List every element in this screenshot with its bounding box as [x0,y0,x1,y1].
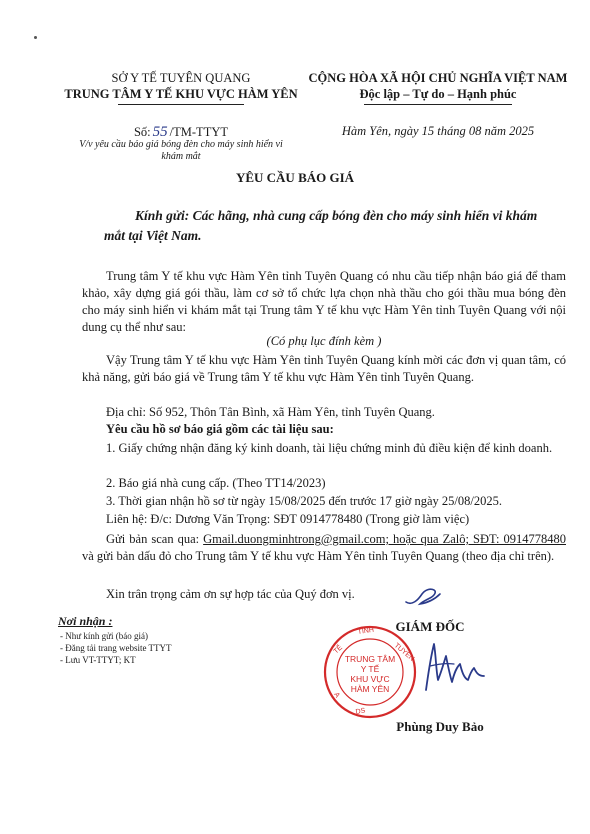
handwritten-signature [412,636,488,694]
thanks-line: Xin trân trọng cảm ơn sự hợp tác của Quý đơn vị. [106,587,355,601]
recipient-item-3: - Lưu VT-TTYT; KT [60,655,136,665]
department-name: SỞ Y TẾ TUYÊN QUANG [111,71,251,85]
svg-text:DS: DS [355,707,366,716]
header-right-divider [364,104,512,105]
svg-text:A: A [332,691,341,700]
subject-line-2: khám mắt [161,151,201,162]
requirement-item-1: 1. Giấy chứng nhận đăng ký kinh doanh, tài liệu chứng minh đủ điều kiện để kinh doanh. [106,441,553,455]
doc-number-handwritten: 55 [152,124,168,140]
doc-number-suffix: /TM-TTYT [169,125,228,139]
document-subject [58,139,304,163]
recipients-heading: Nơi nhận : [58,614,113,628]
national-title: CỘNG HÒA XÃ HỘI CHỦ NGHĨA VIỆT NAM [308,71,568,85]
svg-text:TUYÊN: TUYÊN [392,642,416,663]
submission-suffix: và gửi bản dấu đỏ cho Trung tâm Y tế khu vực Hàm Yên tỉnh Tuyên Quang (theo địa chỉ trên). [82,549,555,563]
recipient-item-1: - Như kính gửi (báo giá) [60,631,148,641]
submission-paragraph [82,531,566,565]
stamp-line-4: HÀM YÊN [350,684,390,694]
requirement-item-3: 3. Thời gian nhận hồ sơ từ ngày 15/08/2025 đến trước 17 giờ ngày 25/08/2025. [106,494,502,508]
scan-speck [34,36,37,39]
svg-text:TẾ: TẾ [332,644,344,656]
recipient-line-1: Kính gửi: Các hãng, nhà cung cấp bóng đèn cho máy sinh hiển vi khám [135,208,538,223]
document-title: YÊU CẦU BÁO GIÁ [235,170,355,185]
national-motto: Độc lập – Tự do – Hạnh phúc [359,87,517,101]
handwritten-check-mark [404,586,442,608]
appendix-note: (Có phụ lục đính kèm ) [266,334,382,348]
body-paragraph-invitation: Vậy Trung tâm Y tế khu vực Hàm Yên tỉnh Tuyên Quang kính mời các đơn vị quan tâm, có khả năng, gửi báo giá về Trung tâm Y tế khu vực Hàm Yên tỉnh Tuyên Quang. [82,353,566,384]
header-left-divider [118,104,244,105]
email-link[interactable]: Gmail.duongminhtrong@gmail.com; hoặc qua Zalô; SĐT: 0914778480 [203,532,566,546]
subject-line-1: V/v yêu cầu báo giá bóng đèn cho máy sinh hiển vi [79,139,283,150]
place-date: Hàm Yên, ngày 15 tháng 08 năm 2025 [341,124,535,138]
address-line: Địa chỉ: Số 952, Thôn Tân Bình, xã Hàm Yên, tỉnh Tuyên Quang. [106,405,435,419]
signer-name: Phùng Duy Bảo [396,719,484,734]
recipient-item-2: - Đăng tải trang website TTYT [60,643,172,653]
recipient-line-2: mắt tại Việt Nam. [104,228,202,243]
stamp-line-3: KHU VỰC [350,674,390,684]
doc-number-prefix: Số: [133,125,151,139]
signer-position: GIÁM ĐỐC [395,619,465,634]
submission-prefix: Gửi bản scan qua: [106,532,204,546]
stamp-line-1: TRUNG TÂM [344,654,396,664]
svg-text:TỈNH: TỈNH [357,626,375,636]
body-paragraph-intro: Trung tâm Y tế khu vực Hàm Yên tỉnh Tuyên Quang có nhu cầu tiếp nhận báo giá để tham khảo, xây dựng giá gói thầu, làm cơ sở tổ chức lựa chọn nhà thầu cho gói thầu mua bóng đèn cho máy sinh hiển vi khám mắt tại Trung tâm Y tế khu vực Hàm Yên tỉnh Tuyên Quang với nội dung cụ thể như sau: [82,269,566,334]
organization-name: TRUNG TÂM Y TẾ KHU VỰC HÀM YÊN [64,87,298,101]
requirement-item-2: 2. Báo giá nhà cung cấp. (Theo TT14/2023) [106,476,326,490]
requirements-heading: Yêu cầu hồ sơ báo giá gồm các tài liệu sau: [106,422,334,436]
stamp-line-2: Y TẾ [360,664,380,674]
contact-line: Liên hệ: Đ/c: Dương Văn Trọng: SĐT 0914778480 (Trong giờ làm việc) [106,512,470,526]
official-stamp [322,624,418,720]
